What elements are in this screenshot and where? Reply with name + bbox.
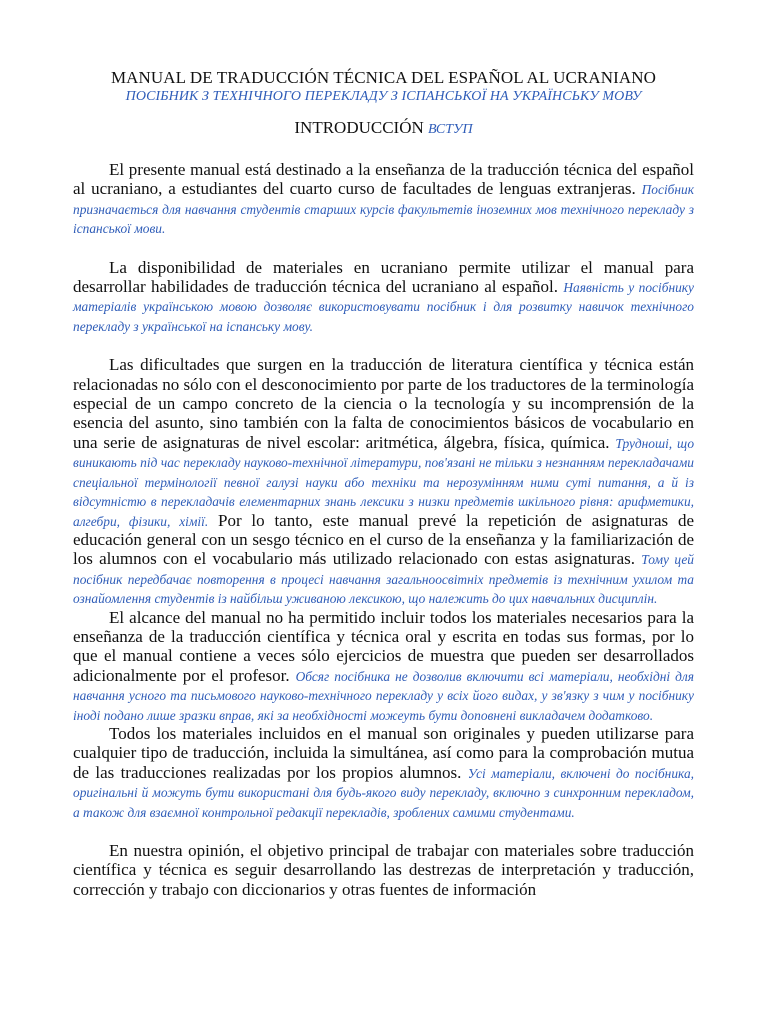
- section-heading-es: INTRODUCCIÓN: [294, 118, 424, 137]
- paragraph-4-uk: Обсяг посібника не дозволив включити всі матеріали, необхідні для навчання усного та письмового науково-технічного перекладу у всіх його видах, у зв'язку з чим у посібнику іноді подано лише зразки вправ, які за необхідності можеуть бути доповнені викладачем додатково.: [73, 668, 694, 723]
- section-heading-uk: ВСТУП: [428, 122, 473, 137]
- paragraph-5: [73, 724, 694, 821]
- paragraph-4: [73, 608, 694, 724]
- paragraph-1: [73, 160, 694, 238]
- paragraph-6-es: En nuestra opinión, el objetivo principal de trabajar con materiales sobre traducción científica y técnica es seguir desarrollando las destrezas de interpretación y traducción, corrección y trabajo con diccionarios y otras fuentes de información: [73, 841, 694, 899]
- paragraph-3-es-continued: Por lo tanto, este manual prevé la repetición de asignaturas de educación general con un sesgo técnico en el curso de la enseñanza y la familiarización de los alumnos con el vocabulario más utilizado relacionado con estas asignaturas.: [73, 510, 695, 569]
- paragraph-6: [73, 841, 694, 899]
- paragraph-3: [73, 355, 694, 607]
- paragraph-5-uk: Усі матеріали, включені до посібника, оригінальні й можуть бути використані для будь-якого виду перекладу, включно з синхронним перекладом, а також для взаємної контрольної редакції перекладів, зроблених самими студентами.: [73, 765, 694, 820]
- spacer: [73, 821, 694, 841]
- spacer: [73, 140, 694, 160]
- section-heading: [73, 118, 694, 140]
- paragraph-3-uk: Трудноші, що виникають під час перекладу науково-технічної літератури, пов'язані не тільки з незнанням перекладачами спеціальної термінології певної галузі науки або техніки та нерозумінням ними суті питання, а й із відсутністю в перекладачів елементарних знань лексики з низки предметів шкільного рівня: арифметики, алгебри, фізики, хімії.: [73, 435, 695, 529]
- document-title: MANUAL DE TRADUCCIÓN TÉCNICA DEL ESPAÑOL AL UCRANIANO: [110, 68, 657, 87]
- paragraph-1-es: El presente manual está destinado a la enseñanza de la traducción técnica del español al ucraniano, a estudiantes del cuarto curso de facultades de lenguas extranjeras.: [73, 160, 694, 199]
- paragraph-2-es: La disponibilidad de materiales en ucraniano permite utilizar el manual para desarrollar habilidades de traducción técnica del ucraniano al español.: [73, 257, 694, 297]
- paragraph-2: [73, 258, 694, 336]
- paragraph-3-uk-continued: Тому цей посібник передбачає повторення в процесі навчання загальноосвітніх предметів із технічним ухилом та ознайомлення студентів із найбільш уживаною лексикою, що належить до цих навчальних дисциплін.: [73, 552, 695, 607]
- spacer: [73, 335, 694, 355]
- paragraph-1-uk: Посібник призначається для навчання студентів старших курсів факультетів іноземних мов технічного перекладу з іспанської мови.: [73, 182, 695, 237]
- paragraph-5-es: Todos los materiales incluidos en el manual son originales y pueden utilizarse para cualquier tipo de traducción, incluida la simultánea, así como para la comprobación mutua de las traducciones realizadas por los propios alumnos.: [73, 723, 694, 782]
- document-subtitle: ПОСІБНИК З ТЕХНІЧНОГО ПЕРЕКЛАДУ З ІСПАНСЬКОЇ НА УКРАЇНСЬКУ МОВУ: [125, 89, 642, 104]
- paragraph-2-uk: Наявність у посібнику матеріалів українською мовою дозволяє використовувати посібник і для розвитку навичок технічного перекладу з української на іспанську мову.: [73, 280, 694, 334]
- paragraph-4-es: El alcance del manual no ha permitido incluir todos los materiales necesarios para la enseñanza de la traducción científica y técnica oral y escrita en todas sus formas, por lo que el manual contiene a veces sólo ejercicios de muestra que pueden ser desarrollados adicionalmente por el profesor.: [73, 607, 694, 685]
- paragraph-3-es: Las dificultades que surgen en la traducción de literatura científica y técnica están relacionadas no sólo con el desconocimiento por parte de los traductores de la terminología especial de un campo concreto de la ciencia o la tecnología y su incomprensión de la esencia del asunto, sino también con la falta de conocimientos básicos de vocabulario en una serie de asignaturas de nivel escolar: aritmética, álgebra, física, química.: [73, 355, 694, 452]
- spacer: [73, 238, 694, 258]
- document-page: [73, 68, 694, 899]
